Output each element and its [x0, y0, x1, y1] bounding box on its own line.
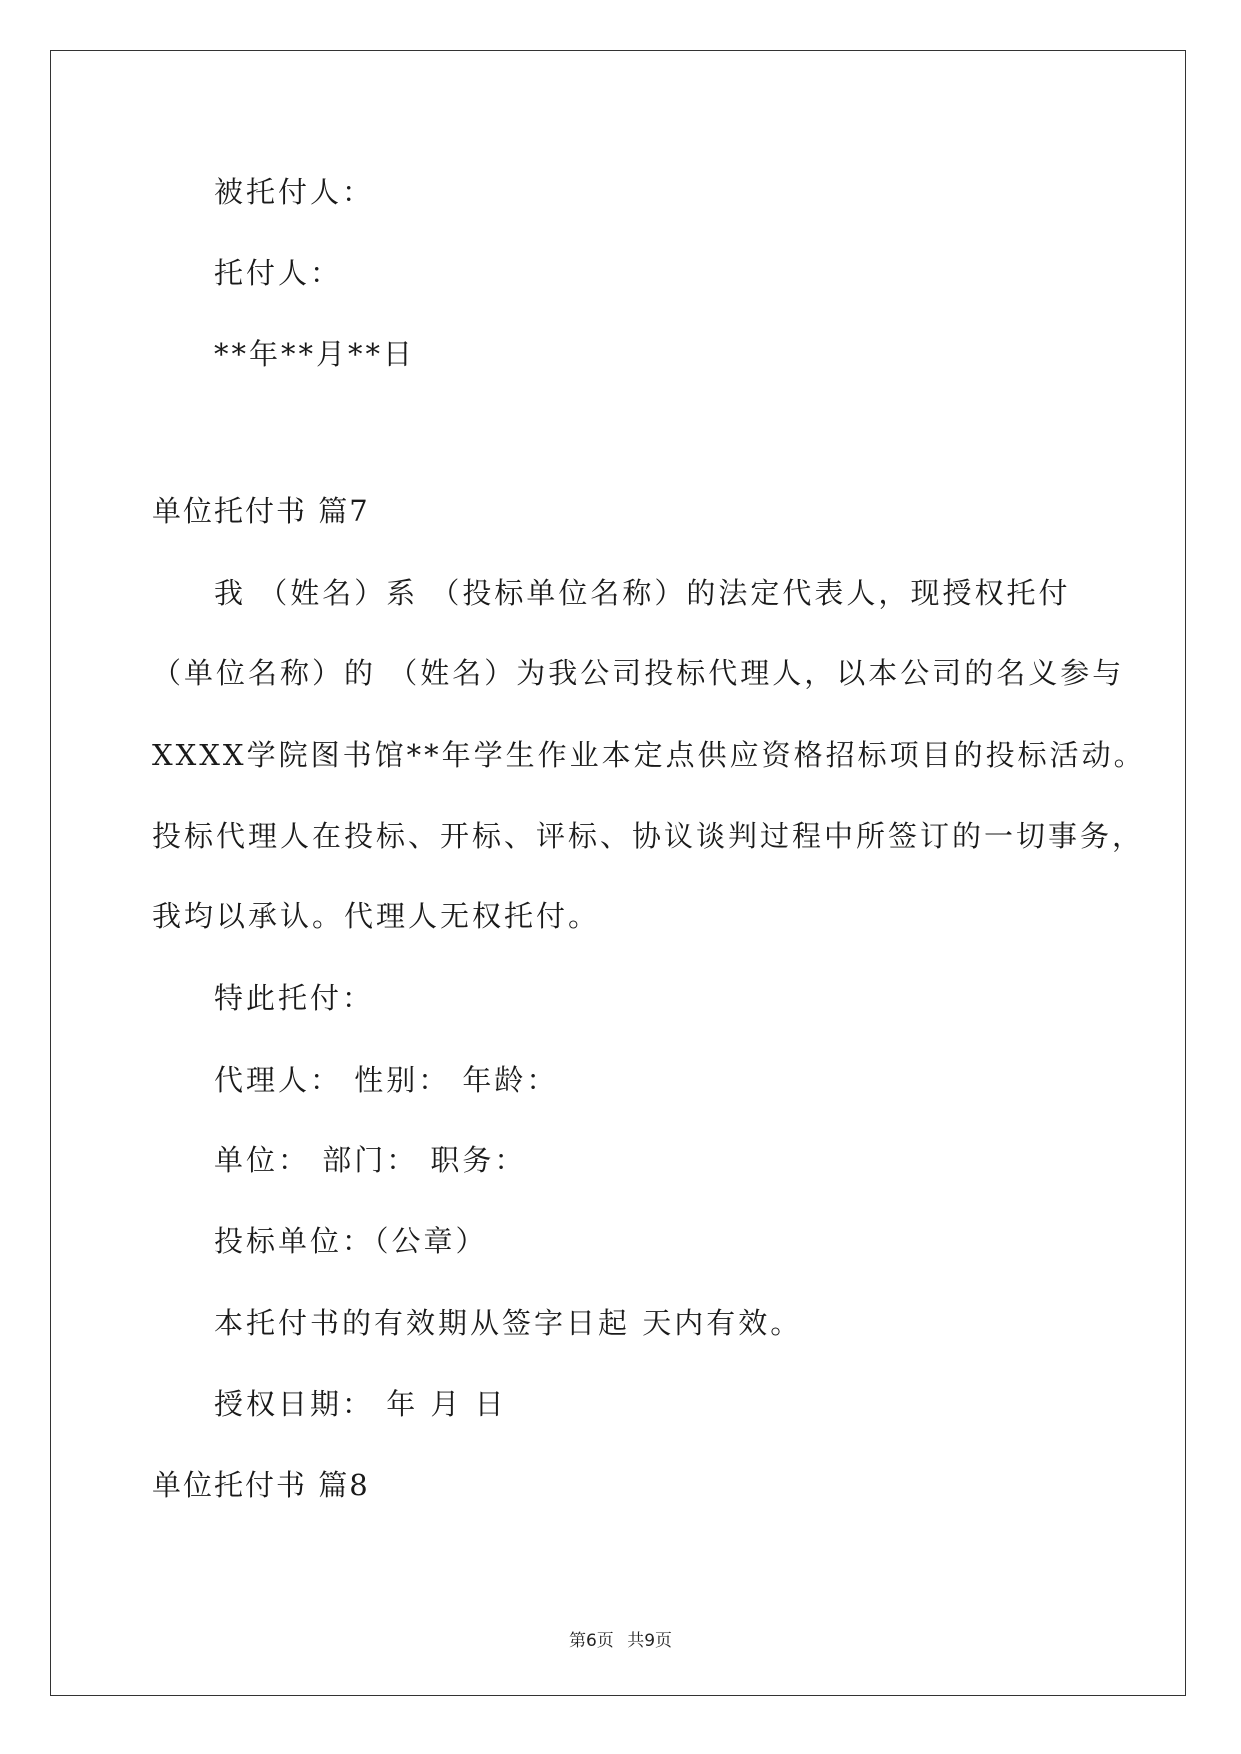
page-total: 共9页 — [627, 1631, 673, 1651]
date-line: **年**月**日 — [214, 337, 416, 371]
agent-info-line: 代理人： 性别： 年龄： — [214, 1063, 559, 1097]
page-footer — [0, 1626, 1241, 1651]
paragraph-line-1: 我 （姓名）系 （投标单位名称）的法定代表人，现授权托付 — [214, 576, 1071, 610]
section-8-heading: 单位托付书 篇8 — [152, 1468, 370, 1502]
bidder-seal-line: 投标单位：（公章） — [214, 1224, 488, 1258]
principal-line: 托付人： — [214, 256, 343, 290]
validity-line: 本托付书的有效期从签字日起 天内有效。 — [214, 1306, 803, 1340]
auth-date-line: 授权日期： 年 月 日 — [214, 1387, 507, 1421]
unit-info-line: 单位： 部门： 职务： — [214, 1143, 527, 1177]
page-border — [50, 50, 1186, 1696]
paragraph-line-5: 我均以承认。代理人无权托付。 — [152, 899, 601, 933]
hereby-line: 特此托付： — [214, 981, 375, 1015]
paragraph-line-3: XXXX学院图书馆**年学生作业本定点供应资格招标项目的投标活动。 — [152, 738, 1146, 772]
paragraph-line-2: （单位名称）的 （姓名）为我公司投标代理人，以本公司的名义参与 — [152, 656, 1125, 690]
section-7-heading: 单位托付书 篇7 — [152, 494, 370, 528]
paragraph-line-4: 投标代理人在投标、开标、评标、协议谈判过程中所签订的一切事务， — [152, 819, 1145, 853]
agent-line: 被托付人： — [214, 175, 375, 209]
page-number: 第6页 — [568, 1631, 614, 1651]
